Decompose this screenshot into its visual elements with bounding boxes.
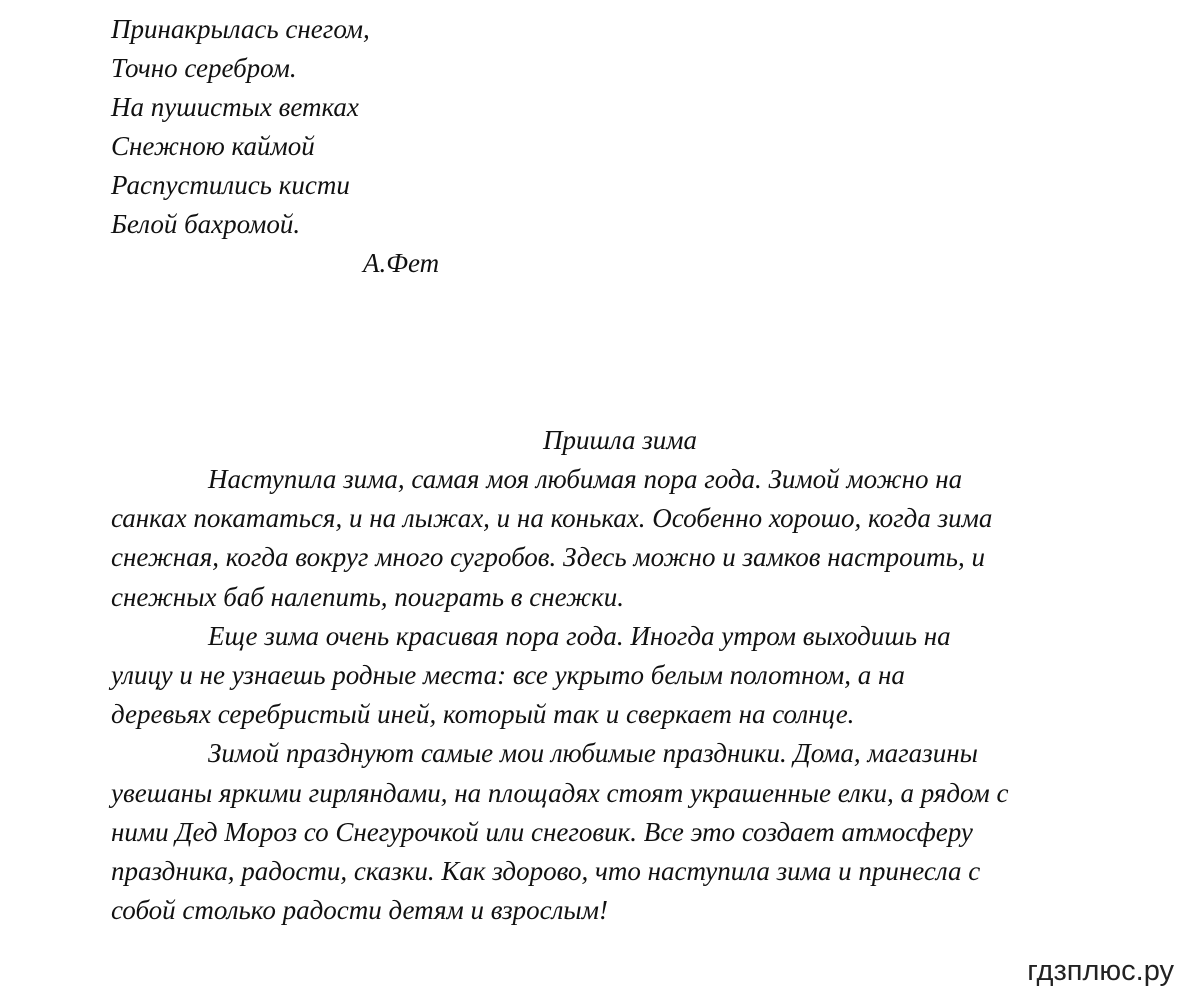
essay-line: ними Дед Мороз со Снегурочкой или снеговик. Все это создает атмосферу (111, 816, 973, 847)
essay-line: Еще зима очень красивая пора года. Иногда утром выходишь на (208, 620, 951, 651)
essay-line: праздника, радости, сказки. Как здорово, что наступила зима и принесла с (111, 856, 981, 887)
essay-body (111, 460, 1111, 930)
essay-line: санках покататься, и на лыжах, и на коньках. Особенно хорошо, когда зима (111, 503, 993, 534)
site-watermark: гдзплюс.ру (1027, 955, 1174, 987)
essay-line: собой столько радости детям и взрослым! (111, 895, 608, 926)
poem-line: Снежною каймой (111, 131, 315, 161)
essay-line: снежных баб налепить, поиграть в снежки. (111, 581, 624, 612)
essay-line: Зимой празднуют самые мои любимые праздники. Дома, магазины (208, 738, 978, 769)
poem-author: А.Фет (363, 248, 440, 278)
poem (111, 10, 711, 283)
essay-line: Наступила зима, самая моя любимая пора года. Зимой можно на (208, 464, 963, 494)
poem-line: Принакрылась снегом, (111, 14, 370, 44)
essay-line: улицу и не узнаешь родные места: все укрыто белым полотном, а на (111, 660, 905, 691)
essay-title: Пришла зима (543, 425, 697, 455)
poem-line: На пушистых ветках (111, 92, 359, 122)
essay-line: увешаны яркими гирляндами, на площадях стоят украшенные елки, а рядом с (111, 777, 1009, 808)
poem-line: Белой бахромой. (111, 209, 301, 239)
poem-line: Распустились кисти (111, 170, 350, 200)
poem-line: Точно серебром. (111, 53, 297, 83)
essay-line: деревьях серебристый иней, который так и сверкает на солнце. (111, 699, 855, 730)
essay-line: снежная, когда вокруг много сугробов. Здесь можно и замков настроить, и (111, 542, 985, 573)
